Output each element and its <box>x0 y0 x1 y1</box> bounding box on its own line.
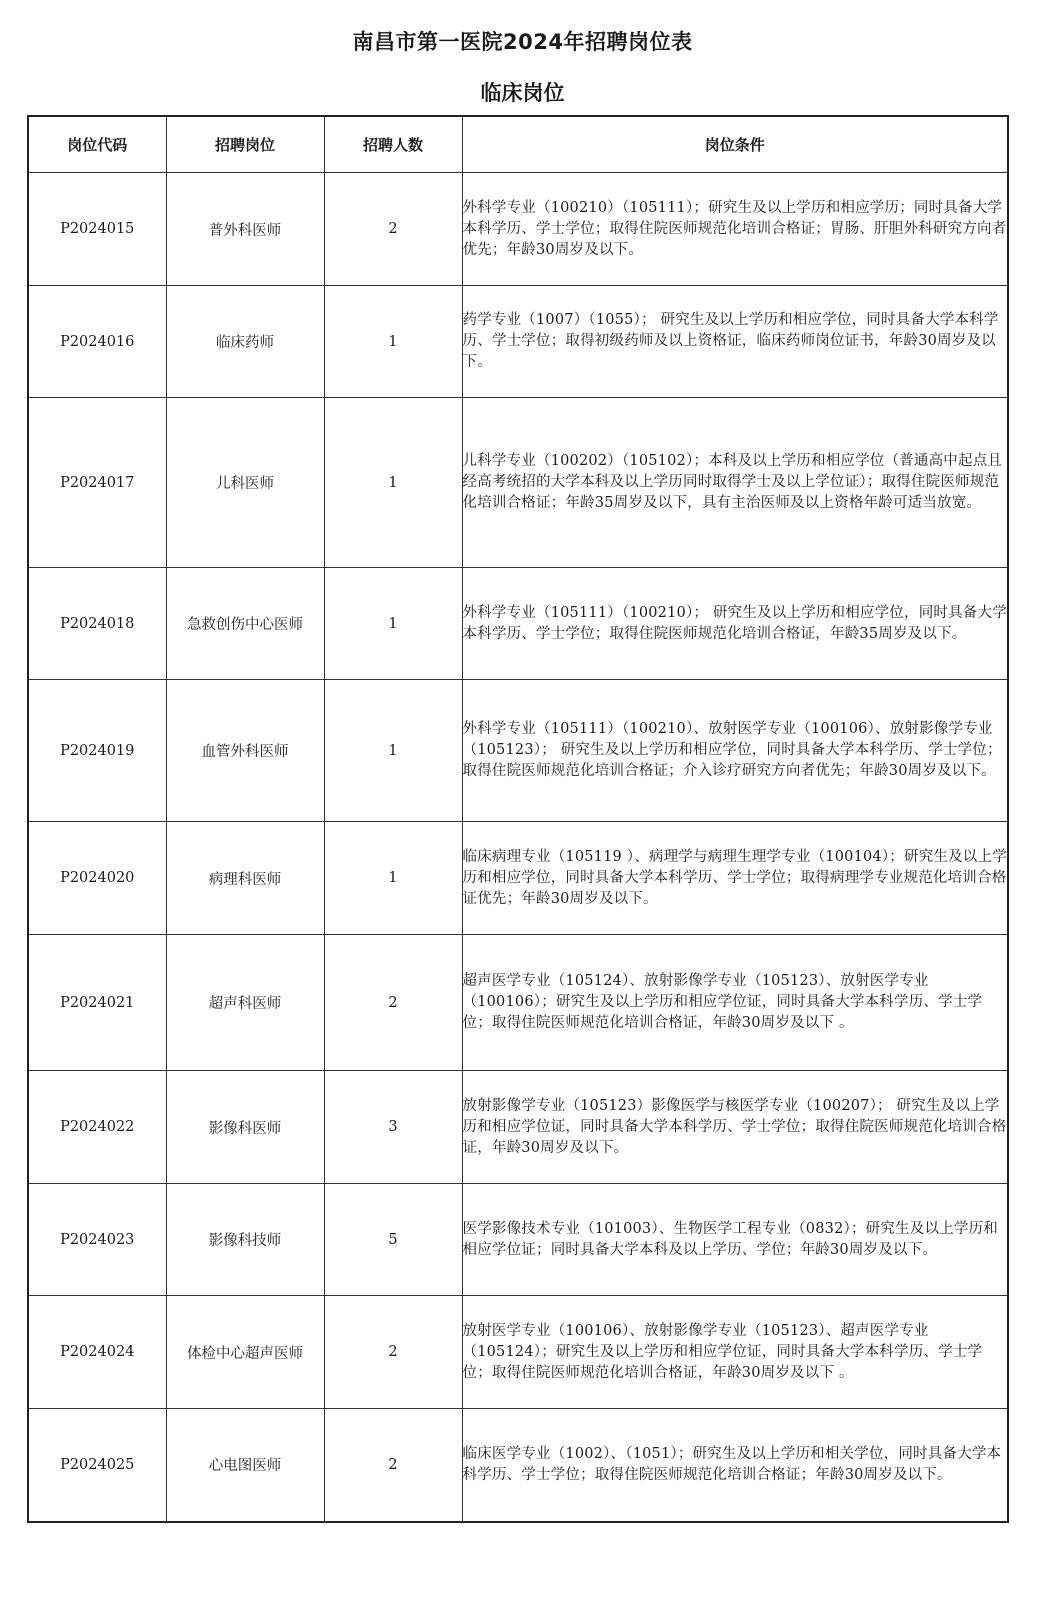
header-requirements: 岗位条件 <box>462 116 1008 173</box>
position-code: P2024017 <box>28 398 166 568</box>
table-row <box>28 398 1008 568</box>
table-row <box>28 1184 1008 1296</box>
position-code: P2024020 <box>28 822 166 935</box>
headcount: 2 <box>324 1296 462 1409</box>
table-row <box>28 1296 1008 1409</box>
table-row <box>28 680 1008 822</box>
position-code: P2024021 <box>28 935 166 1071</box>
table-row <box>28 286 1008 398</box>
headcount: 1 <box>324 822 462 935</box>
page-subtitle: 临床岗位 <box>480 81 565 105</box>
position-name: 临床药师 <box>166 286 324 398</box>
headcount: 2 <box>324 173 462 286</box>
position-requirements: 超声医学专业（105124）、放射影像学专业（105123）、放射医学专业（100106）；研究生及以上学历和相应学位证，同时具备大学本科学历、学士学位；取得住院医师规范化培训合格证，年龄30周岁及以下 。 <box>462 935 1008 1071</box>
position-requirements: 外科学专业（105111）（100210）、放射医学专业（100106）、放射影像学专业（105123）； 研究生及以上学历和相应学位，同时具备大学本科学历、学士学位；取得住院医师规范化培训合格证；介入诊疗研究方向者优先；年龄30周岁及以下。 <box>462 680 1008 822</box>
headcount: 2 <box>324 1409 462 1522</box>
position-name: 体检中心超声医师 <box>166 1296 324 1409</box>
position-name: 病理科医师 <box>166 822 324 935</box>
page-title: 南昌市第一医院2024年招聘岗位表 <box>352 30 693 54</box>
headcount: 1 <box>324 398 462 568</box>
position-code: P2024016 <box>28 286 166 398</box>
table-header-row <box>28 116 1008 173</box>
table-row <box>28 1071 1008 1184</box>
position-requirements: 放射影像学专业（105123）影像医学与核医学专业（100207）； 研究生及以上学历和相应学位证，同时具备大学本科学历、学士学位；取得住院医师规范化培训合格证，年龄30周岁及以下。 <box>462 1071 1008 1184</box>
position-code: P2024022 <box>28 1071 166 1184</box>
position-name: 血管外科医师 <box>166 680 324 822</box>
table-row <box>28 173 1008 286</box>
position-code: P2024023 <box>28 1184 166 1296</box>
table-row <box>28 1409 1008 1522</box>
position-code: P2024018 <box>28 568 166 680</box>
table-row <box>28 935 1008 1071</box>
table-row <box>28 568 1008 680</box>
position-requirements: 放射医学专业（100106）、放射影像学专业（105123）、超声医学专业（105124）；研究生及以上学历和相应学位证，同时具备大学本科学历、学士学位；取得住院医师规范化培训合格证，年龄30周岁及以下 。 <box>462 1296 1008 1409</box>
position-name: 超声科医师 <box>166 935 324 1071</box>
table-row <box>28 822 1008 935</box>
position-name: 儿科医师 <box>166 398 324 568</box>
recruitment-table <box>27 115 1009 1523</box>
position-code: P2024015 <box>28 173 166 286</box>
position-name: 心电图医师 <box>166 1409 324 1522</box>
position-name: 急救创伤中心医师 <box>166 568 324 680</box>
position-requirements: 医学影像技术专业（101003）、生物医学工程专业（0832）；研究生及以上学历和相应学位证；同时具备大学本科及以上学历、学位；年龄30周岁及以下。 <box>462 1184 1008 1296</box>
headcount: 2 <box>324 935 462 1071</box>
position-requirements: 外科学专业（105111）（100210）； 研究生及以上学历和相应学位，同时具备大学本科学历、学士学位；取得住院医师规范化培训合格证，年龄35周岁及以下。 <box>462 568 1008 680</box>
header-position: 招聘岗位 <box>166 116 324 173</box>
header-code: 岗位代码 <box>28 116 166 173</box>
position-requirements: 药学专业（1007）（1055）； 研究生及以上学历和相应学位，同时具备大学本科学历、学士学位；取得初级药师及以上资格证，临床药师岗位证书，年龄30周岁及以下。 <box>462 286 1008 398</box>
header-count: 招聘人数 <box>324 116 462 173</box>
position-requirements: 临床医学专业（1002）、（1051）；研究生及以上学历和相关学位，同时具备大学本科学历、学士学位；取得住院医师规范化培训合格证；年龄30周岁及以下。 <box>462 1409 1008 1522</box>
headcount: 1 <box>324 680 462 822</box>
position-name: 影像科医师 <box>166 1071 324 1184</box>
headcount: 1 <box>324 568 462 680</box>
position-name: 影像科技师 <box>166 1184 324 1296</box>
position-code: P2024019 <box>28 680 166 822</box>
headcount: 5 <box>324 1184 462 1296</box>
position-requirements: 临床病理专业（105119 ）、病理学与病理生理学专业（100104）；研究生及以上学历和相应学位，同时具备大学本科学历、学士学位；取得病理学专业规范化培训合格证优先；年龄30周岁及以下。 <box>462 822 1008 935</box>
position-requirements: 外科学专业（100210）（105111）；研究生及以上学历和相应学历；同时具备大学本科学历、学士学位；取得住院医师规范化培训合格证；胃肠、肝胆外科研究方向者优先；年龄30周岁及以下。 <box>462 173 1008 286</box>
headcount: 1 <box>324 286 462 398</box>
headcount: 3 <box>324 1071 462 1184</box>
position-requirements: 儿科学专业（100202）（105102）；本科及以上学历和相应学位（普通高中起点且经高考统招的大学本科及以上学历同时取得学士及以上学位证）；取得住院医师规范化培训合格证；年龄35周岁及以下，具有主治医师及以上资格年龄可适当放宽。 <box>462 398 1008 568</box>
position-code: P2024025 <box>28 1409 166 1522</box>
position-code: P2024024 <box>28 1296 166 1409</box>
position-name: 普外科医师 <box>166 173 324 286</box>
